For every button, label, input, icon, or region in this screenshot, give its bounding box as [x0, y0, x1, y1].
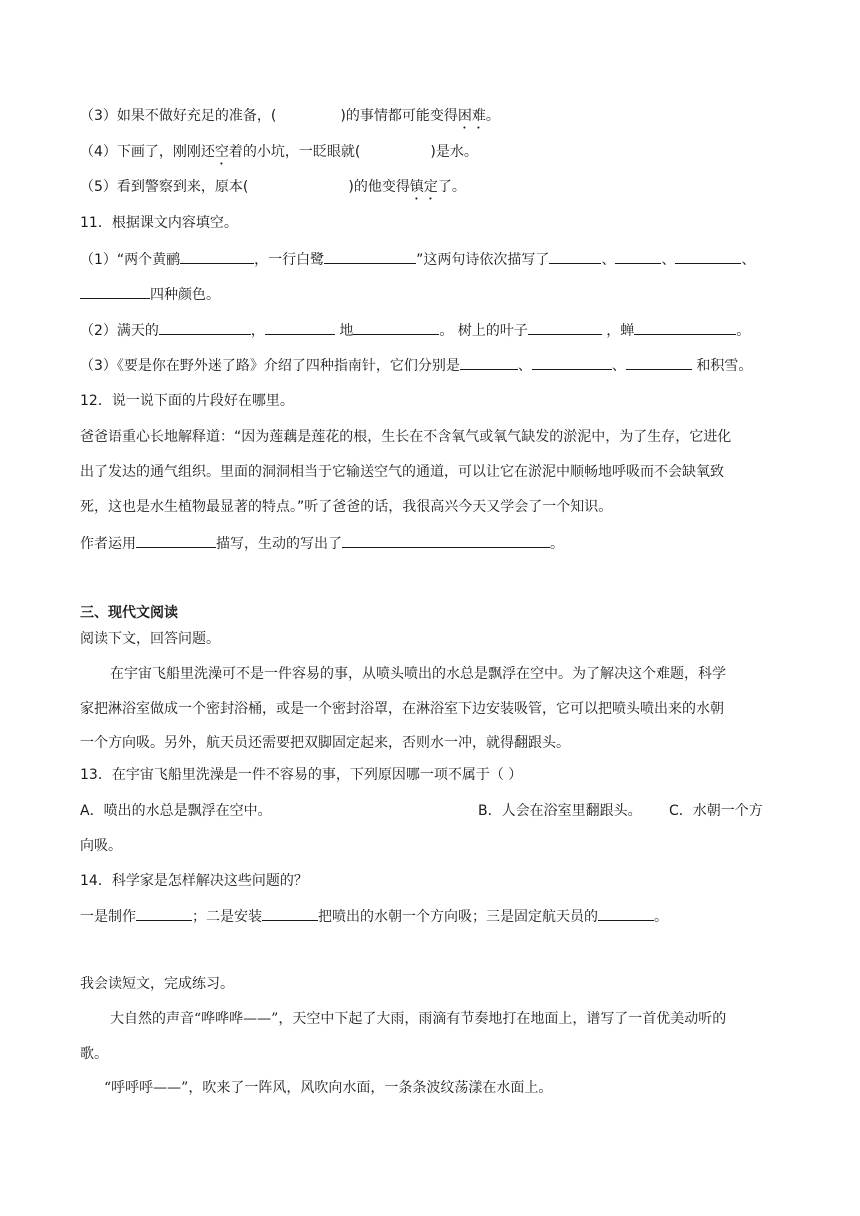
q12-para-line2: 出了发达的通气组织。里面的洞洞相当于它输送空气的通道，可以让它在淤泥中顺畅地呼吸而不会缺氧致	[80, 464, 724, 480]
q10-item5-pre: （5）看到警察到来，原本(	[80, 179, 249, 195]
q12-blank-2[interactable]	[342, 533, 550, 548]
q14-blank-1[interactable]	[136, 906, 192, 921]
passage-line3: 一个方向吸。另外，航天员还需要把双脚固定起来，否则水一冲，就得翻跟头。	[80, 735, 570, 751]
q13-option-c-cont: 向吸。	[80, 838, 122, 854]
reading2-para2: “呼呼呼——”，吹来了一阵风，风吹向水面，一条条波纹荡漾在水面上。	[104, 1080, 553, 1096]
reading2-para1-line1: 大自然的声音“哗哗哗——”，天空中下起了大雨，雨滴有节奏地打在地面上，谱写了一首优美动听的	[110, 1011, 727, 1027]
reading2-intro: 我会读短文，完成练习。	[80, 976, 234, 992]
passage-line2: 家把淋浴室做成一个密封浴桶，或是一个密封浴罩，在淋浴室下边安装吸管，它可以把喷头喷出来的水朝	[80, 701, 724, 717]
passage-line1: 在宇宙飞船里洗澡可不是一件容易的事，从喷头喷出的水总是飘浮在空中。为了解决这个难题，科学	[110, 666, 726, 682]
q10-item3-dot1: 困	[457, 108, 472, 124]
q10-item5-dot2: 定	[423, 179, 438, 195]
q11-item2	[80, 320, 750, 341]
q14-answer-end: 。	[654, 909, 668, 925]
q14-blank-3[interactable]	[598, 906, 654, 921]
q12-answer	[80, 533, 564, 554]
q11-item3	[80, 355, 752, 376]
reading2-para1-line2: 歌。	[80, 1046, 108, 1062]
q13-option-a[interactable]: A．喷出的水总是飘浮在空中。	[80, 803, 272, 819]
q12-title: 12．说一说下面的片段好在哪里。	[80, 393, 294, 409]
q10-item5-end: 了。	[437, 179, 466, 195]
q10-item3-pre: （3）如果不做好充足的准备，(	[80, 108, 277, 124]
q11-blank-5[interactable]	[675, 249, 741, 264]
q11-sep-2: 、	[661, 252, 676, 268]
q12-answer-end: 。	[550, 536, 564, 552]
q11-item2-end: 。	[736, 323, 751, 339]
q11-sep-1: 、	[601, 252, 616, 268]
q11-blank-14[interactable]	[626, 355, 692, 370]
q10-item4-pre: （4）下画了，刚刚还	[80, 144, 215, 160]
q10-item3-dot2: 难	[471, 108, 486, 124]
q11-item1-line2	[80, 284, 220, 305]
q11-blank-9[interactable]	[353, 320, 439, 335]
q11-item2-d: 。 树上的叶子	[439, 323, 528, 339]
q11-sep-5: 、	[611, 358, 626, 374]
q11-title: 11．根据课文内容填空。	[80, 215, 238, 231]
q10-item5-post: )的他变得	[348, 179, 410, 195]
q13-option-b[interactable]: B．人会在浴室里翻跟头。	[478, 803, 642, 819]
q12-para-line3: 死，这也是水生植物最显著的特点。”听了爸爸的话，我很高兴今天又学会了一个知识。	[80, 499, 613, 515]
q11-item2-b: ，	[250, 323, 265, 339]
q14-answer-a: 一是制作	[80, 909, 136, 925]
q12-answer-b: 描写，生动的写出了	[216, 536, 342, 552]
q10-item3	[80, 106, 500, 132]
q11-blank-3[interactable]	[549, 249, 601, 264]
q14-blank-2[interactable]	[262, 906, 318, 921]
q11-item1-end: 四种颜色。	[150, 287, 220, 303]
q11-blank-13[interactable]	[532, 355, 612, 370]
q12-answer-a: 作者运用	[80, 536, 136, 552]
q11-blank-1[interactable]	[180, 249, 254, 264]
q11-sep-3: 、	[741, 252, 756, 268]
q11-blank-4[interactable]	[615, 249, 661, 264]
q11-item2-a: （2）满天的	[80, 323, 159, 339]
q11-blank-11[interactable]	[634, 320, 736, 335]
section-heading: 三、现代文阅读	[80, 605, 178, 621]
q11-blank-8[interactable]	[265, 320, 335, 335]
q11-item1-c: ”这两句诗依次描写了	[416, 252, 550, 268]
q14-answer-c: 把喷出的水朝一个方向吸；三是固定航天员的	[318, 909, 598, 925]
q10-item4-dot: 空	[214, 144, 229, 160]
q11-blank-7[interactable]	[159, 320, 251, 335]
q10-item3-end: 。	[485, 108, 500, 124]
q13-title: 13．在宇宙飞船里洗澡是一件不容易的事，下列原因哪一项不属于（ ）	[80, 767, 523, 783]
q10-item5	[80, 177, 466, 203]
q11-item3-a: （3）《要是你在野外迷了路》介绍了四种指南针，它们分别是	[80, 358, 460, 374]
q11-item2-c: 地	[334, 323, 354, 339]
q11-item1-b: ，一行白鹭	[254, 252, 325, 268]
q14-answer	[80, 906, 668, 927]
q11-sep-4: 、	[517, 358, 532, 374]
q12-blank-1[interactable]	[136, 533, 216, 548]
q11-blank-12[interactable]	[460, 355, 518, 370]
q11-item2-e: ，蝉	[601, 323, 635, 339]
q11-item1-a: （1）“两个黄鹂	[80, 252, 181, 268]
q10-item4	[80, 142, 478, 168]
q10-item3-post: )的事情都可能变得	[340, 108, 458, 124]
q11-blank-6[interactable]	[80, 284, 150, 299]
q11-blank-10[interactable]	[528, 320, 602, 335]
q11-item1-line1	[80, 249, 755, 270]
section-intro: 阅读下文，回答问题。	[80, 631, 220, 647]
q14-answer-b: ；二是安装	[192, 909, 262, 925]
q12-para-line1: 爸爸语重心长地解释道：“因为莲藕是莲花的根，生长在不含氧气或氧气缺发的淤泥中，为了生存，它进化	[80, 429, 732, 445]
q11-blank-2[interactable]	[324, 249, 416, 264]
q10-item4-post: )是水。	[430, 144, 478, 160]
q14-title: 14．科学家是怎样解决这些问题的？	[80, 873, 308, 889]
q13-option-c[interactable]: C．水朝一个方	[669, 803, 763, 819]
q10-item4-mid: 着的小坑，一眨眼就(	[228, 144, 361, 160]
q11-item3-end: 和积雪。	[691, 358, 753, 374]
q10-item5-dot1: 镇	[409, 179, 424, 195]
